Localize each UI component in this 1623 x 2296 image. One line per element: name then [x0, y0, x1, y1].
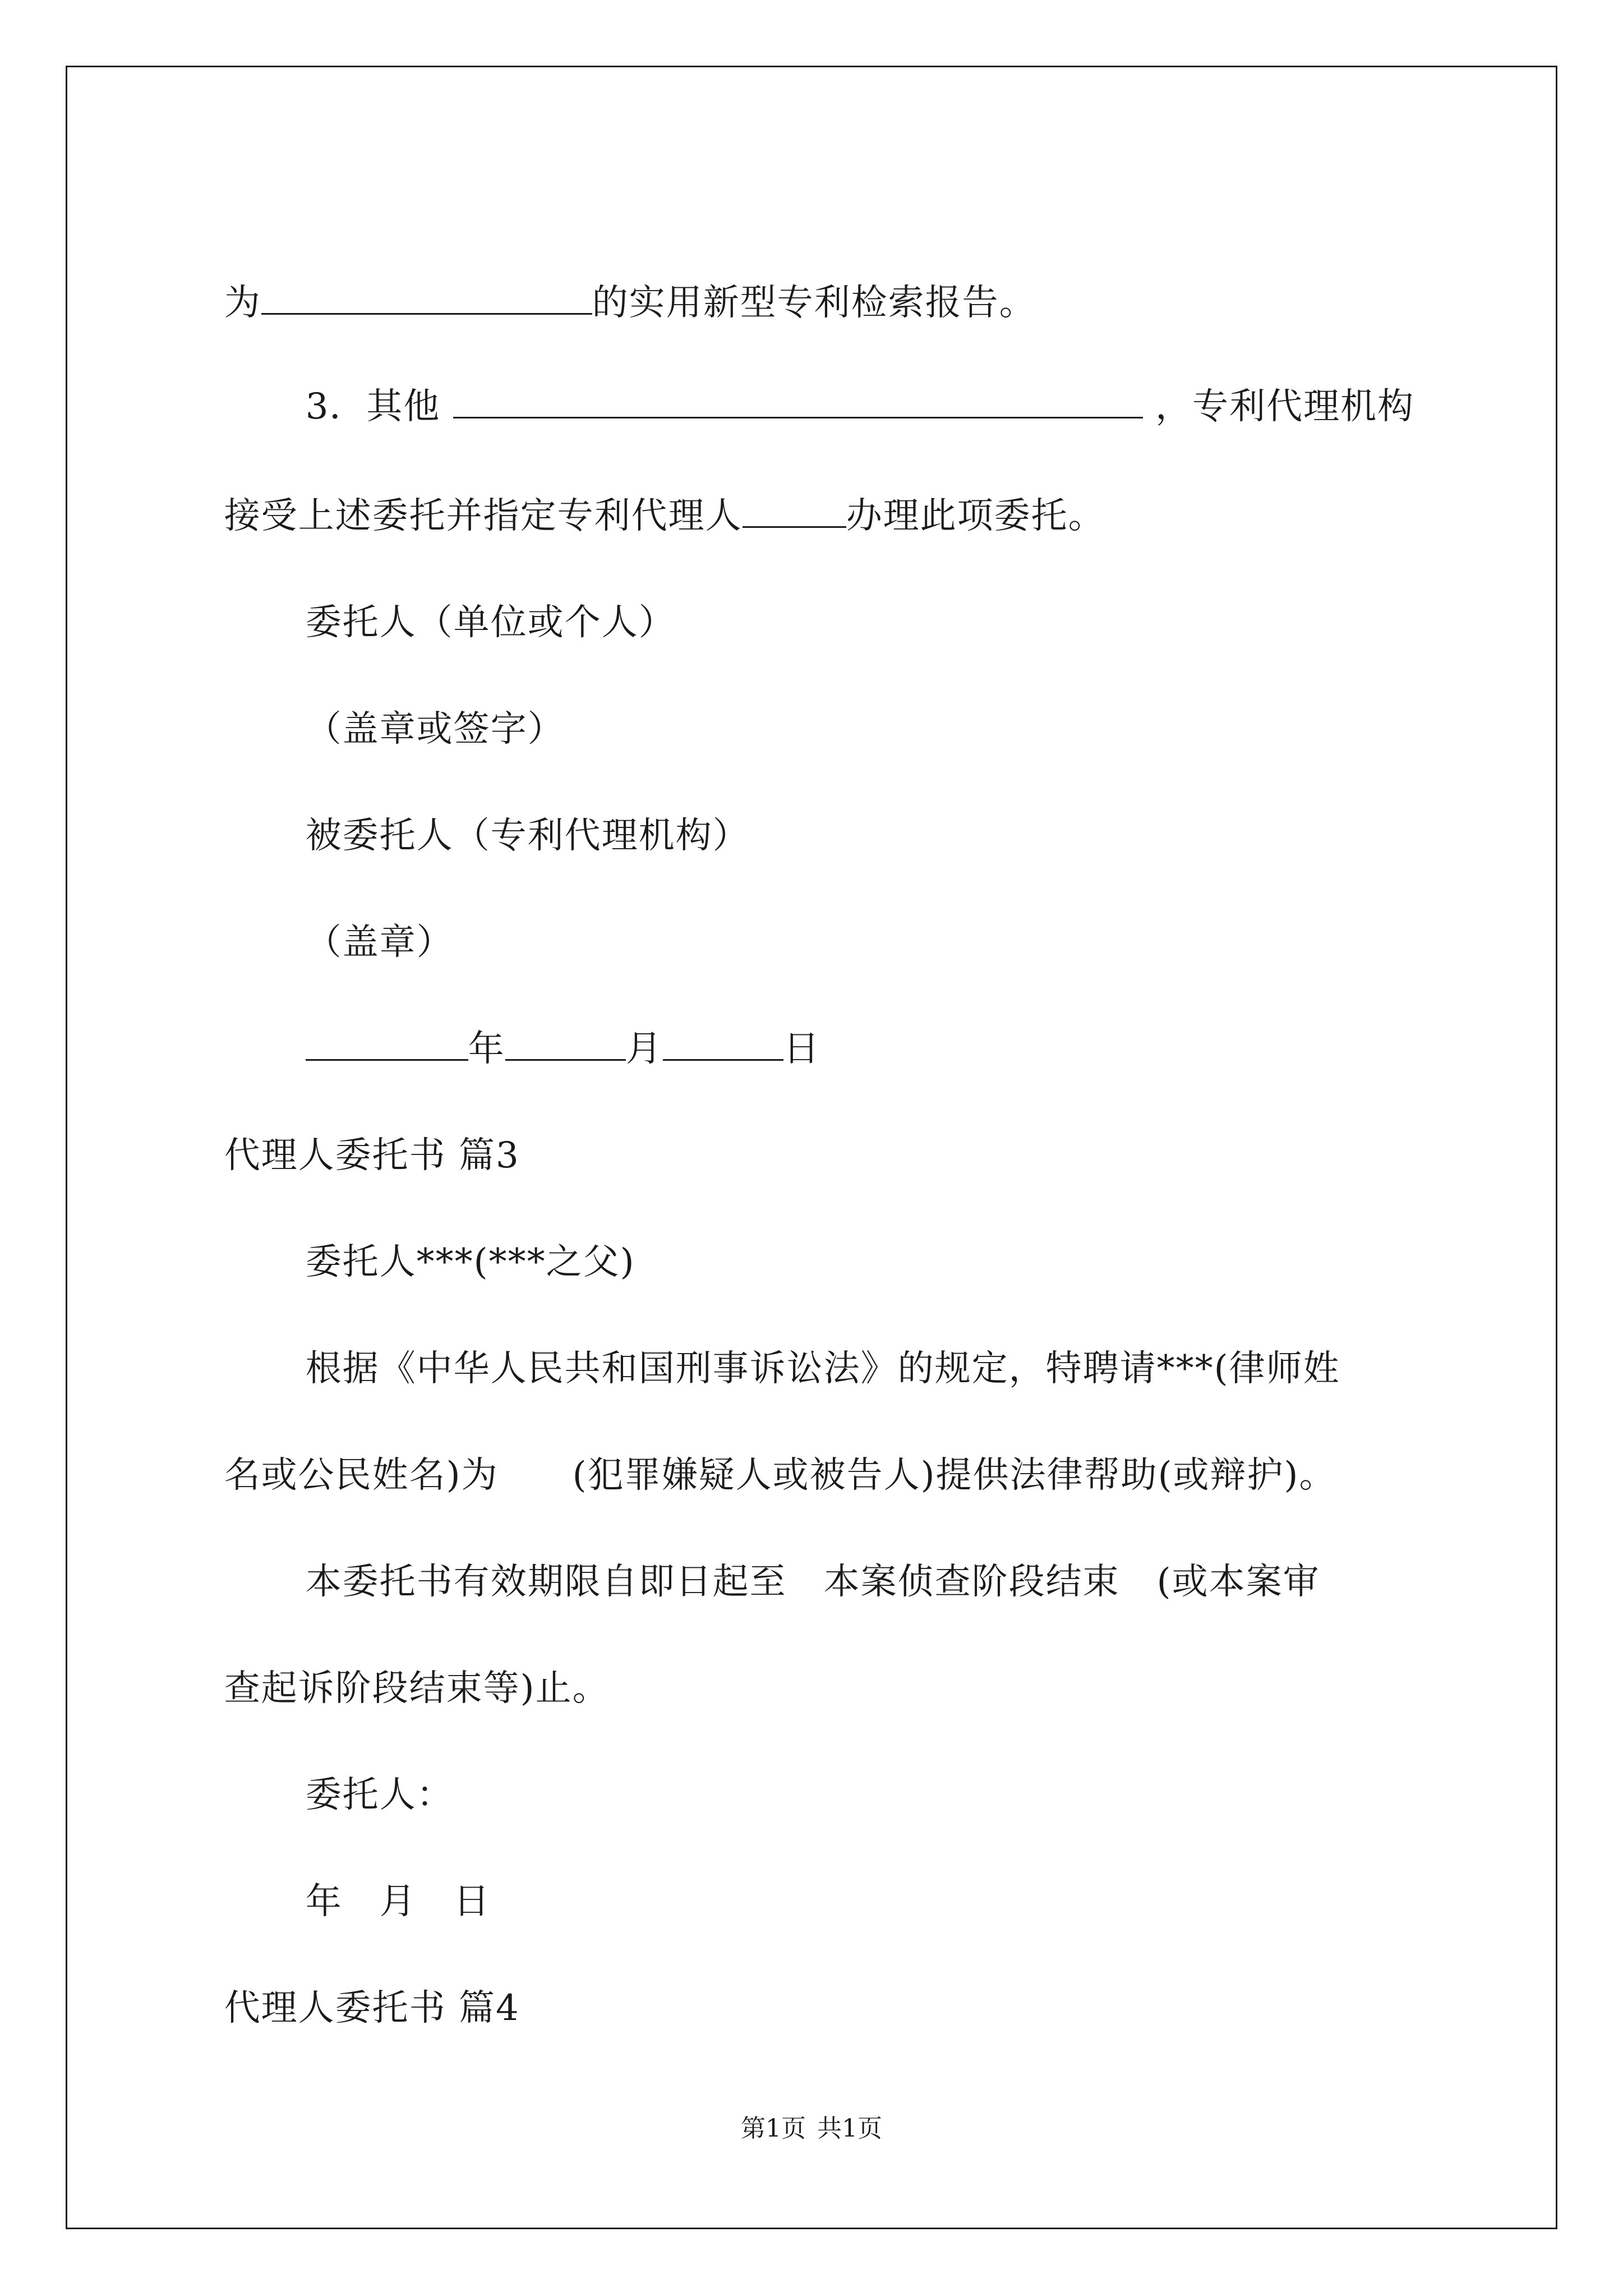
text: 年 月 日	[305, 1881, 491, 1922]
text: 委托人***(***之父)	[305, 1241, 635, 1283]
text: 被委托人（专利代理机构）	[305, 815, 750, 857]
line-search-report	[199, 227, 1036, 324]
line-legal-help	[199, 1400, 1336, 1496]
fill-blank	[453, 383, 1143, 418]
text: 本委托书有效期限自即日起至 本案侦查阶段结束 (或本案审	[305, 1561, 1320, 1603]
line-principal-sign	[280, 1719, 454, 1816]
text: 查起诉阶段结束等)止。	[224, 1668, 610, 1709]
line-date-blanks	[280, 973, 820, 1070]
text: 根据《中华人民共和国刑事诉讼法》的规定，特聘请***(律师姓	[305, 1348, 1340, 1389]
text: 代理人委托书 篇3	[224, 1135, 520, 1176]
text: （盖章）	[305, 922, 454, 963]
line-other	[280, 331, 1415, 427]
line-principal-father	[280, 1186, 635, 1283]
line-seal	[280, 867, 454, 963]
line-according-law	[280, 1293, 1340, 1389]
section-heading	[199, 1932, 520, 2029]
line-date	[280, 1826, 491, 1922]
fill-blank	[505, 1025, 626, 1061]
text: 办理此项委托。	[846, 495, 1105, 537]
page-current: 第1页	[741, 2114, 806, 2143]
line-principal	[280, 547, 676, 643]
line-seal-or-sign	[280, 654, 565, 750]
page-total: 共1页	[817, 2114, 882, 2143]
text: ，专利代理机构	[1142, 386, 1415, 427]
fill-blank	[306, 1025, 468, 1061]
text: 年	[468, 1028, 505, 1070]
text: 日	[783, 1028, 820, 1070]
page-footer	[0, 2112, 1623, 2146]
fill-blank	[663, 1025, 783, 1061]
line-designate-agent	[199, 440, 1105, 537]
line-validity-end	[199, 1613, 610, 1709]
text: 委托人（单位或个人）	[305, 602, 676, 643]
text: 委托人：	[305, 1774, 454, 1816]
line-agent-institution	[280, 760, 750, 857]
text: 月	[625, 1028, 663, 1070]
fill-blank	[261, 279, 592, 315]
line-validity	[280, 1506, 1320, 1603]
text: 名或公民姓名)为 (犯罪嫌疑人或被告人)提供法律帮助(或辩护)。	[224, 1455, 1336, 1496]
text: 接受上述委托并指定专利代理人	[224, 495, 743, 537]
text: 的实用新型专利检索报告。	[592, 282, 1036, 324]
text: 代理人委托书 篇4	[224, 1987, 520, 2029]
fill-blank	[743, 493, 846, 528]
text: （盖章或签字）	[305, 708, 565, 750]
text: 为	[224, 282, 261, 324]
section-heading	[199, 1080, 520, 1176]
text: 3．其他	[305, 386, 453, 427]
